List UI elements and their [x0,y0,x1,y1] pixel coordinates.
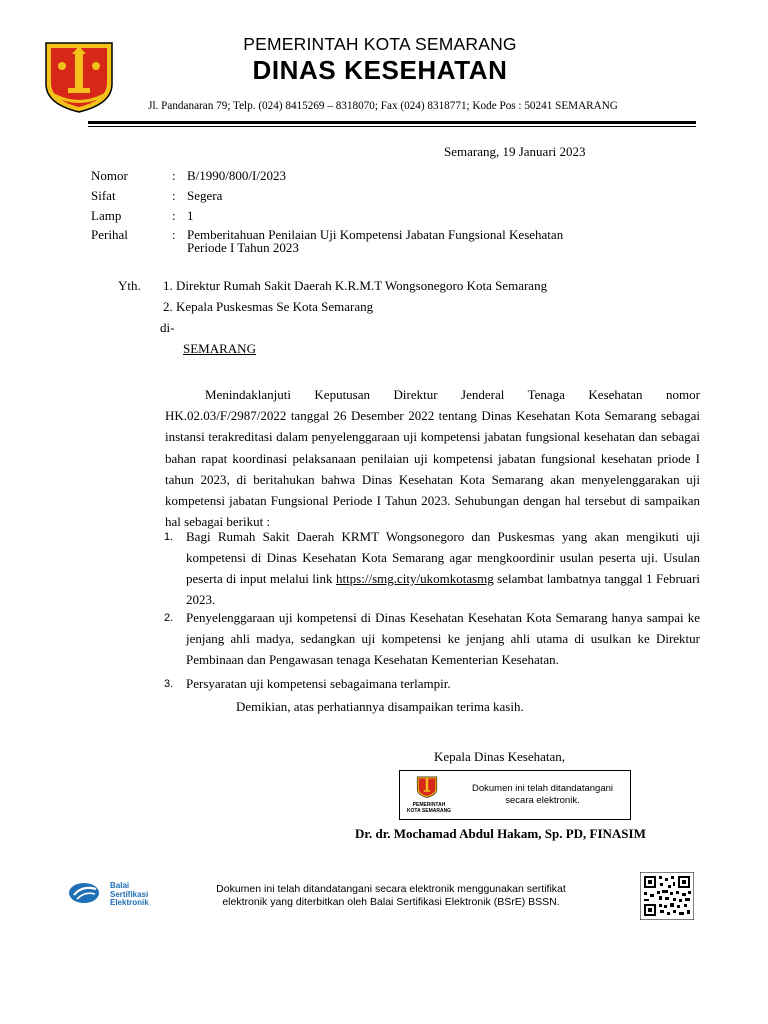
recipient-item: 1. Direktur Rumah Sakit Daerah K.R.M.T Wongsonegoro Kota Semarang [163,278,548,293]
signature-text-line1: Dokumen ini telah ditandatangani [471,783,613,794]
bsre-name-line2: Sertifikasi [110,889,149,899]
meta-label-lamp: Lamp [91,208,122,223]
meta-label-nomor: Nomor [91,168,128,183]
footer-certificate-note [168,883,614,909]
signature-box-text [460,783,625,807]
closing-sentence: Demikian, atas perhatiannya disampaikan terima kasih. [236,699,524,714]
bsre-name [110,882,149,908]
signature-text-line2: secara elektronik. [505,795,580,806]
meta-label-perihal: Perihal [91,227,128,242]
footer-text-line2: elektronik yang diterbitkan oleh Balai Sertifikasi Elektronik (BSrE) BSSN. [222,896,560,908]
meta-value-sifat: Segera [187,188,223,203]
signature-logo-caption-line2: KOTA SEMARANG [406,808,452,814]
semarang-city-emblem-icon [416,774,438,800]
list-number: 1. [164,531,174,543]
recipient-city: SEMARANG [183,341,256,356]
meta-colon: : [172,168,176,183]
meta-colon: : [172,188,176,203]
recipient-item: 2. Kepala Puskesmas Se Kota Semarang [163,299,374,314]
meta-value-nomor: B/1990/800/I/2023 [187,168,286,183]
signature-logo-caption-line1: PEMERINTAH [412,802,446,808]
meta-colon: : [172,227,176,242]
meta-label-sifat: Sifat [91,188,116,203]
government-name: PEMERINTAH KOTA SEMARANG [243,34,517,54]
signer-name: Dr. dr. Mochamad Abdul Hakam, Sp. PD, FINASIM [355,826,646,841]
footer-text-line1: Dokumen ini telah ditandatangani secara elektronik menggunakan sertifikat [216,883,566,895]
list-number: 2. [164,612,174,624]
letterhead-rule-thin [88,126,696,127]
semarang-city-emblem-icon [42,40,116,114]
body-paragraph: Menindaklanjuti Keputusan Direktur Jenderal Tenaga Kesehatan nomor HK.02.03/F/2987/2022 tanggal 26 Desember 2022 tentang Dinas Kesehatan Kota Semarang sebagai instansi terakreditasi dalam penyelenggaraan uji kompetensi jabatan fungsional kesehatan dan sebagai bahan rapat koordinasi pelaksanaan penilaian uji kompetensi jabatan fungsional kesehatan priode I tahun 2023, di beritahukan bahwa Dinas Kesehatan Kota Semarang akan menyelenggarakan uji kompetensi jabatan Fungsional Periode I Tahun 2023. Sehubungan dengan hal tersebut di sampaikan hal sebagai berikut : [165,387,700,530]
recipient-di: di- [160,320,175,335]
list-item-3: Persyaratan uji kompetensi sebagaimana terlampir. [186,676,451,691]
list-item-1 [186,526,700,610]
list-item-2: Penyelenggaraan uji kompetensi di Dinas Kesehatan Kesehatan Kota Semarang hanya sampai ke jenjang ahli madya, sedangkan uji kompetensi ke jenjang ahli utama di usulkan ke Direktur Pembinaan dan Pengawasan tenaga Kesehatan Kementerian Kesehatan. [186,610,700,667]
qr-code-icon[interactable] [640,872,694,920]
list-number: 3. [164,678,174,690]
list-item-1-text-after: selambat lambatnya tanggal 1 Februari 2023. [186,571,701,607]
electronic-signature-box [399,770,631,820]
letterhead-address: Jl. Pandanaran 79; Telp. (024) 8415269 – 8318070; Fax (024) 8318771; Kode Pos : 50241 SEMARANG [148,100,618,112]
signatory-title: Kepala Dinas Kesehatan, [434,749,566,764]
bsre-name-line3: Elektronik [110,898,149,907]
meta-value-lamp: 1 [187,208,194,223]
recipient-salutation: Yth. [118,278,141,293]
signature-logo-caption [406,802,452,814]
meta-value-perihal-line2: Periode I Tahun 2023 [187,240,299,255]
list-item-1-text-before: Bagi Rumah Sakit Daerah KRMT Wongsonegoro dan Puskesmas yang akan mengikuti uji kompetensi di Dinas Kesehatan Kota Semarang agar mengkoordinir usulan peserta uji. Usulan peserta di input melalui link [186,529,700,586]
bsre-logo-icon [68,881,102,905]
letter-date: Semarang, 19 Januari 2023 [444,144,586,159]
meta-value-perihal: Pemberitahuan Penilaian Uji Kompetensi Jabatan Fungsional Kesehatan [187,227,564,242]
ukom-registration-link[interactable]: https://smg.city/ukomkotasmg [335,571,494,586]
bsre-name-line1: Balai [110,881,130,890]
letterhead-rule-thick [88,121,696,124]
agency-name: DINAS KESEHATAN [252,55,508,85]
meta-colon: : [172,208,176,223]
